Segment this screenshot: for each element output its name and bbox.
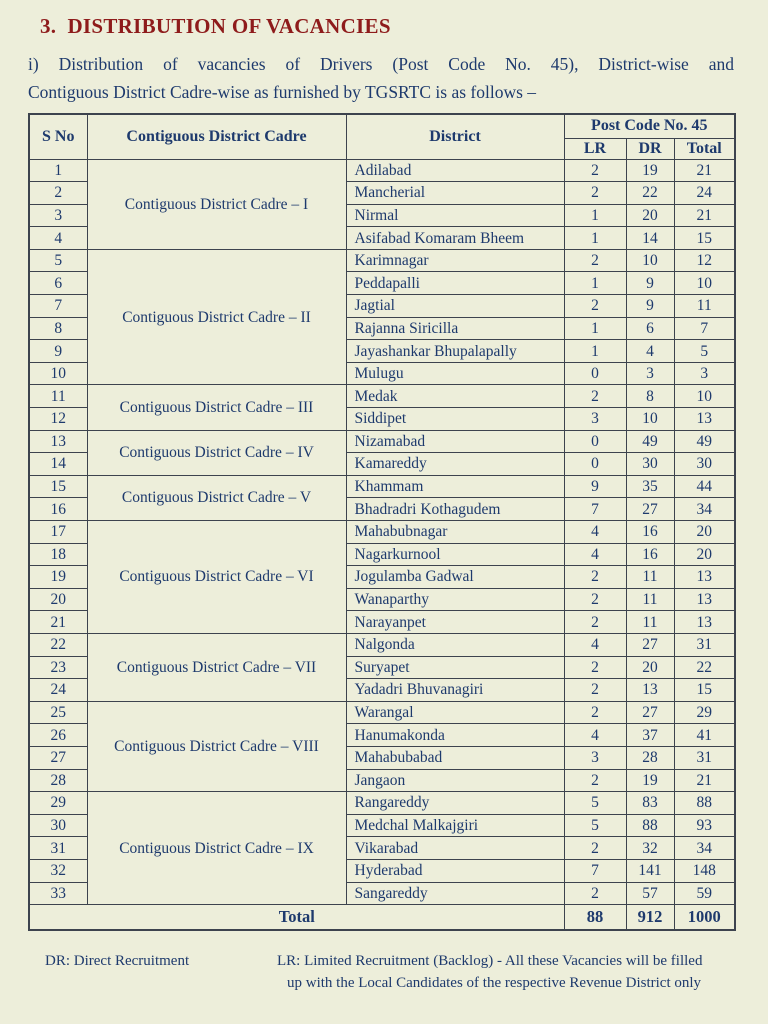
cell-dr: 37: [626, 724, 674, 747]
cell-district: Narayanpet: [346, 611, 564, 634]
cell-district: Jangaon: [346, 769, 564, 792]
cell-total: 34: [674, 837, 735, 860]
cell-s-no: 24: [29, 679, 87, 702]
cell-cadre: Contiguous District Cadre – III: [87, 385, 346, 430]
table-row: [29, 430, 735, 453]
vacancy-table-body: [29, 159, 735, 905]
cell-s-no: 5: [29, 249, 87, 272]
header-lr: LR: [564, 138, 626, 159]
cell-lr: 2: [564, 566, 626, 589]
header-dr: DR: [626, 138, 674, 159]
cell-s-no: 15: [29, 475, 87, 498]
cell-s-no: 8: [29, 317, 87, 340]
cell-total: 3: [674, 362, 735, 385]
cell-total: 31: [674, 633, 735, 656]
cell-district: Nizamabad: [346, 430, 564, 453]
cell-total: 13: [674, 566, 735, 589]
cell-lr: 2: [564, 882, 626, 905]
cell-lr: 4: [564, 521, 626, 544]
cell-lr: 2: [564, 295, 626, 318]
cell-total: 21: [674, 159, 735, 182]
cell-dr: 11: [626, 566, 674, 589]
cell-s-no: 1: [29, 159, 87, 182]
cell-s-no: 16: [29, 498, 87, 521]
cell-dr: 10: [626, 249, 674, 272]
cell-dr: 10: [626, 408, 674, 431]
cell-lr: 2: [564, 769, 626, 792]
cell-dr: 57: [626, 882, 674, 905]
cell-s-no: 33: [29, 882, 87, 905]
cell-total: 30: [674, 453, 735, 476]
cell-dr: 32: [626, 837, 674, 860]
lr-note-line-2: up with the Local Candidates of the respective Revenue District only: [287, 974, 702, 991]
cell-district: Siddipet: [346, 408, 564, 431]
cell-total: 49: [674, 430, 735, 453]
cell-dr: 20: [626, 656, 674, 679]
cell-dr: 27: [626, 633, 674, 656]
cell-s-no: 32: [29, 859, 87, 882]
cell-lr: 1: [564, 204, 626, 227]
table-row: [29, 385, 735, 408]
table-row: [29, 633, 735, 656]
table-row: [29, 159, 735, 182]
cell-cadre: Contiguous District Cadre – II: [87, 249, 346, 385]
cell-lr: 2: [564, 159, 626, 182]
cell-s-no: 21: [29, 611, 87, 634]
cell-district: Khammam: [346, 475, 564, 498]
cell-dr: 88: [626, 814, 674, 837]
cell-lr: 1: [564, 227, 626, 250]
total-total-value: 1000: [674, 905, 735, 930]
cell-total: 11: [674, 295, 735, 318]
cell-district: Sangareddy: [346, 882, 564, 905]
cell-dr: 13: [626, 679, 674, 702]
total-label: Total: [29, 905, 564, 930]
cell-s-no: 30: [29, 814, 87, 837]
cell-dr: 19: [626, 769, 674, 792]
header-total: Total: [674, 138, 735, 159]
cell-lr: 4: [564, 724, 626, 747]
cell-total: 24: [674, 182, 735, 205]
dr-note: DR: Direct Recruitment: [45, 952, 190, 969]
header-post-code: Post Code No. 45: [564, 114, 735, 138]
cell-s-no: 7: [29, 295, 87, 318]
cell-district: Rangareddy: [346, 792, 564, 815]
cell-lr: 2: [564, 385, 626, 408]
cell-lr: 5: [564, 814, 626, 837]
table-header: [29, 114, 735, 159]
cell-total: 12: [674, 249, 735, 272]
cell-s-no: 4: [29, 227, 87, 250]
cell-lr: 4: [564, 633, 626, 656]
cell-s-no: 27: [29, 746, 87, 769]
cell-cadre: Contiguous District Cadre – IX: [87, 792, 346, 905]
cell-total: 15: [674, 227, 735, 250]
footnotes: [28, 950, 734, 994]
cell-s-no: 6: [29, 272, 87, 295]
cell-dr: 22: [626, 182, 674, 205]
cell-dr: 141: [626, 859, 674, 882]
cell-total: 88: [674, 792, 735, 815]
cell-total: 7: [674, 317, 735, 340]
cell-dr: 3: [626, 362, 674, 385]
cell-dr: 9: [626, 272, 674, 295]
cell-total: 44: [674, 475, 735, 498]
cell-s-no: 25: [29, 701, 87, 724]
cell-dr: 27: [626, 498, 674, 521]
cell-district: Mahabubnagar: [346, 521, 564, 544]
cell-lr: 2: [564, 249, 626, 272]
cell-dr: 4: [626, 340, 674, 363]
cell-lr: 7: [564, 498, 626, 521]
cell-lr: 3: [564, 746, 626, 769]
cell-lr: 2: [564, 588, 626, 611]
header-cadre: Contiguous District Cadre: [87, 114, 346, 159]
cell-lr: 7: [564, 859, 626, 882]
cell-total: 13: [674, 408, 735, 431]
cell-s-no: 20: [29, 588, 87, 611]
total-row: [29, 905, 735, 930]
cell-s-no: 31: [29, 837, 87, 860]
cell-total: 93: [674, 814, 735, 837]
cell-s-no: 10: [29, 362, 87, 385]
cell-district: Medchal Malkajgiri: [346, 814, 564, 837]
total-dr-value: 912: [626, 905, 674, 930]
cell-lr: 2: [564, 656, 626, 679]
cell-s-no: 2: [29, 182, 87, 205]
cell-district: Nalgonda: [346, 633, 564, 656]
cell-total: 148: [674, 859, 735, 882]
cell-dr: 14: [626, 227, 674, 250]
cell-total: 15: [674, 679, 735, 702]
cell-s-no: 14: [29, 453, 87, 476]
cell-dr: 35: [626, 475, 674, 498]
cell-s-no: 26: [29, 724, 87, 747]
lr-note-line-1: LR: Limited Recruitment (Backlog) - All these Vacancies will be filled: [277, 952, 703, 969]
cell-lr: 2: [564, 679, 626, 702]
cell-dr: 6: [626, 317, 674, 340]
intro-line-1: i) Distribution of vacancies of Drivers (Post Code No. 45), District-wise and: [28, 54, 734, 74]
cell-lr: 2: [564, 611, 626, 634]
cell-total: 5: [674, 340, 735, 363]
cell-district: Nagarkurnool: [346, 543, 564, 566]
cell-lr: 1: [564, 340, 626, 363]
cell-district: Mancherial: [346, 182, 564, 205]
cell-lr: 3: [564, 408, 626, 431]
cell-lr: 1: [564, 272, 626, 295]
cell-lr: 2: [564, 837, 626, 860]
page-title: 3. DISTRIBUTION OF VACANCIES: [40, 14, 391, 38]
cell-district: Medak: [346, 385, 564, 408]
cell-district: Rajanna Siricilla: [346, 317, 564, 340]
cell-s-no: 29: [29, 792, 87, 815]
table-row: [29, 521, 735, 544]
cell-dr: 16: [626, 521, 674, 544]
cell-total: 13: [674, 611, 735, 634]
intro-paragraph: [28, 50, 734, 106]
cell-dr: 27: [626, 701, 674, 724]
cell-district: Wanaparthy: [346, 588, 564, 611]
cell-district: Warangal: [346, 701, 564, 724]
cell-dr: 11: [626, 588, 674, 611]
cell-lr: 4: [564, 543, 626, 566]
table-row: [29, 475, 735, 498]
cell-district: Mahabubabad: [346, 746, 564, 769]
total-lr-value: 88: [564, 905, 626, 930]
cell-district: Jogulamba Gadwal: [346, 566, 564, 589]
cell-s-no: 22: [29, 633, 87, 656]
cell-dr: 19: [626, 159, 674, 182]
cell-lr: 0: [564, 362, 626, 385]
cell-total: 41: [674, 724, 735, 747]
lr-note: [277, 950, 734, 994]
cell-total: 13: [674, 588, 735, 611]
cell-lr: 2: [564, 182, 626, 205]
cell-district: Nirmal: [346, 204, 564, 227]
cell-total: 21: [674, 204, 735, 227]
cell-s-no: 9: [29, 340, 87, 363]
cell-total: 22: [674, 656, 735, 679]
cell-s-no: 19: [29, 566, 87, 589]
cell-dr: 28: [626, 746, 674, 769]
cell-lr: 2: [564, 701, 626, 724]
vacancy-table: [28, 113, 736, 931]
cell-s-no: 12: [29, 408, 87, 431]
cell-district: Jagtial: [346, 295, 564, 318]
cell-dr: 8: [626, 385, 674, 408]
cell-district: Peddapalli: [346, 272, 564, 295]
cell-cadre: Contiguous District Cadre – IV: [87, 430, 346, 475]
table-row: [29, 792, 735, 815]
cell-district: Hanumakonda: [346, 724, 564, 747]
cell-dr: 49: [626, 430, 674, 453]
cell-dr: 9: [626, 295, 674, 318]
cell-total: 21: [674, 769, 735, 792]
cell-total: 10: [674, 385, 735, 408]
cell-total: 59: [674, 882, 735, 905]
cell-dr: 16: [626, 543, 674, 566]
cell-s-no: 17: [29, 521, 87, 544]
cell-lr: 9: [564, 475, 626, 498]
intro-line-2: Contiguous District Cadre-wise as furnished by TGSRTC is as follows –: [28, 82, 537, 102]
cell-lr: 1: [564, 317, 626, 340]
cell-dr: 30: [626, 453, 674, 476]
cell-district: Hyderabad: [346, 859, 564, 882]
cell-total: 31: [674, 746, 735, 769]
cell-cadre: Contiguous District Cadre – I: [87, 159, 346, 249]
header-s-no: S No: [29, 114, 87, 159]
table-row: [29, 249, 735, 272]
cell-s-no: 3: [29, 204, 87, 227]
cell-district: Yadadri Bhuvanagiri: [346, 679, 564, 702]
cell-total: 29: [674, 701, 735, 724]
cell-district: Suryapet: [346, 656, 564, 679]
cell-s-no: 28: [29, 769, 87, 792]
cell-cadre: Contiguous District Cadre – V: [87, 475, 346, 520]
cell-district: Vikarabad: [346, 837, 564, 860]
cell-dr: 83: [626, 792, 674, 815]
cell-total: 20: [674, 521, 735, 544]
cell-district: Mulugu: [346, 362, 564, 385]
cell-total: 20: [674, 543, 735, 566]
cell-cadre: Contiguous District Cadre – VIII: [87, 701, 346, 791]
cell-s-no: 13: [29, 430, 87, 453]
cell-s-no: 18: [29, 543, 87, 566]
cell-district: Adilabad: [346, 159, 564, 182]
cell-lr: 0: [564, 430, 626, 453]
cell-total: 34: [674, 498, 735, 521]
cell-district: Asifabad Komaram Bheem: [346, 227, 564, 250]
cell-cadre: Contiguous District Cadre – VI: [87, 521, 346, 634]
cell-district: Kamareddy: [346, 453, 564, 476]
cell-lr: 5: [564, 792, 626, 815]
cell-cadre: Contiguous District Cadre – VII: [87, 633, 346, 701]
header-district: District: [346, 114, 564, 159]
cell-dr: 11: [626, 611, 674, 634]
cell-s-no: 11: [29, 385, 87, 408]
cell-lr: 0: [564, 453, 626, 476]
cell-district: Karimnagar: [346, 249, 564, 272]
cell-s-no: 23: [29, 656, 87, 679]
cell-district: Jayashankar Bhupalapally: [346, 340, 564, 363]
table-row: [29, 701, 735, 724]
cell-dr: 20: [626, 204, 674, 227]
cell-district: Bhadradri Kothagudem: [346, 498, 564, 521]
cell-total: 10: [674, 272, 735, 295]
